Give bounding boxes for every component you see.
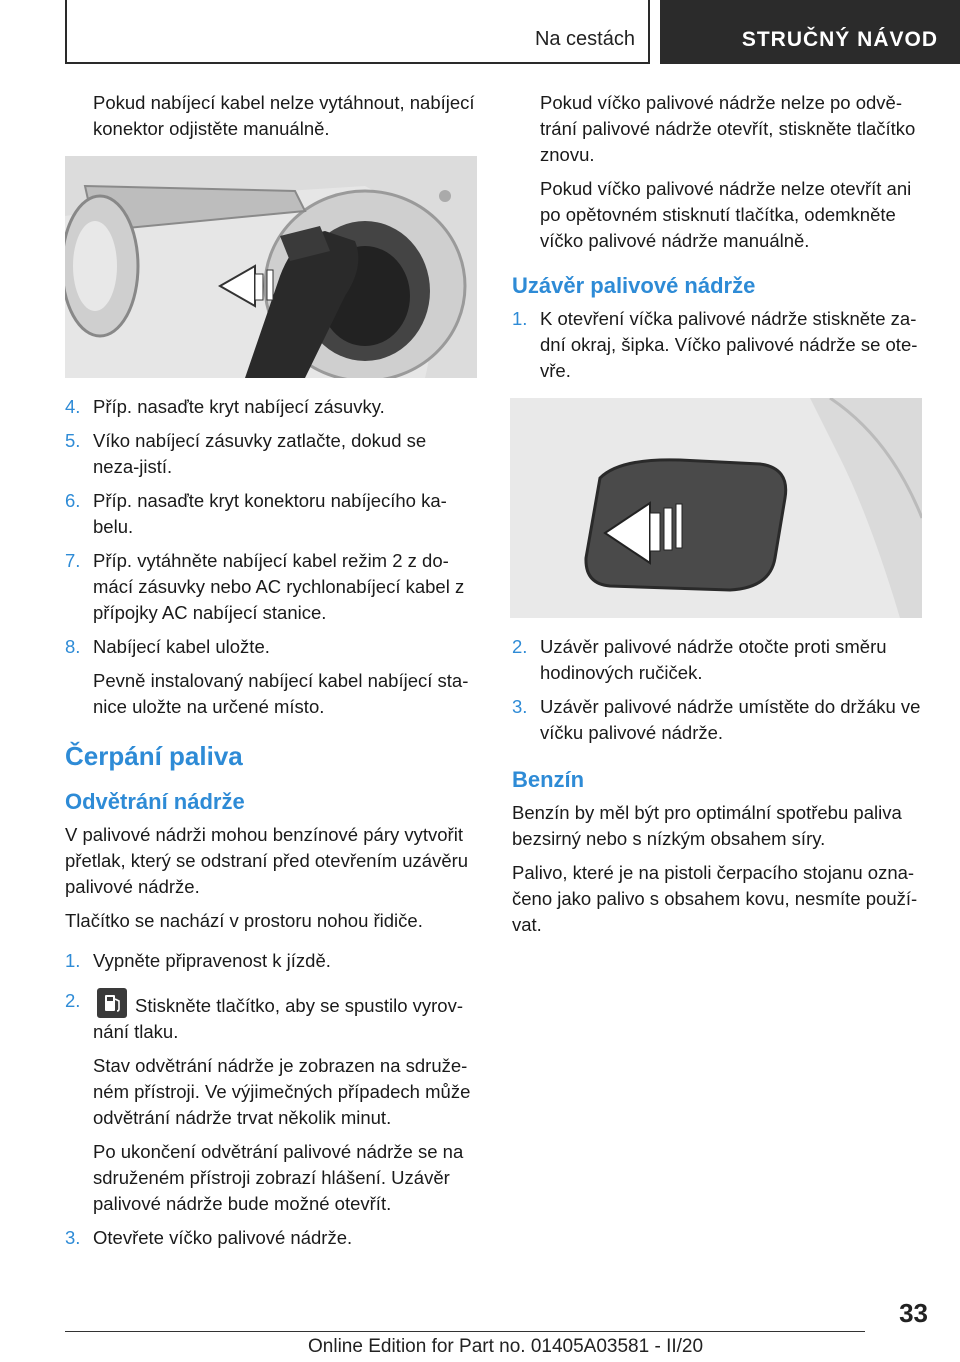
- left-column: [65, 90, 477, 1259]
- subsection-heading: Odvětrání nádrže: [65, 789, 245, 814]
- step-number: 2.: [512, 636, 528, 657]
- step-text: Příp. nasaďte kryt konektoru nabíjecího ka-belu.: [93, 490, 447, 537]
- step-text: Uzávěr palivové nádrže umístěte do držáku ve víčku palivové nádrže.: [540, 696, 921, 743]
- step-number: 3.: [65, 1227, 81, 1248]
- list-item: [65, 488, 477, 540]
- section-heading: Čerpání paliva: [65, 741, 243, 771]
- step-number: 1.: [65, 950, 81, 971]
- step-number: 4.: [65, 396, 81, 417]
- step-text: Stiskněte tlačítko, aby se spustilo vyrov-nání tlaku.: [93, 995, 463, 1042]
- paragraph: Benzín by měl být pro optimální spotřebu paliva bezsirný nebo s nízkým obsahem síry.: [512, 802, 902, 849]
- step-text: Nabíjecí kabel uložte.: [93, 636, 270, 657]
- list-item: [65, 394, 477, 420]
- fuel-flap-image: [510, 398, 922, 618]
- right-column: [512, 90, 926, 946]
- footer-divider: [65, 1331, 865, 1332]
- step-text: Otevřete víčko palivové nádrže.: [93, 1227, 353, 1248]
- charging-socket-image: [65, 156, 477, 378]
- step-text: Uzávěr palivové nádrže otočte proti směru hodinových ručiček.: [540, 636, 887, 683]
- step-number: 2.: [65, 990, 81, 1011]
- step-number: 8.: [65, 636, 81, 657]
- paragraph: V palivové nádrži mohou benzínové páry vytvořit přetlak, který se odstraní před otevřením uzávěru palivové nádrže.: [65, 824, 469, 897]
- step-number: 5.: [65, 430, 81, 451]
- step-text: Víko nabíjecí zásuvky zatlačte, dokud se neza-jistí.: [93, 430, 427, 477]
- list-item: [512, 694, 926, 746]
- subsection-heading: Benzín: [512, 767, 585, 792]
- page-number: 33: [899, 1298, 928, 1328]
- list-item: [512, 634, 926, 686]
- section-title: Na cestách: [534, 28, 635, 50]
- step-text: Vypněte připravenost k jízdě.: [93, 950, 331, 971]
- list-item: [65, 948, 477, 974]
- paragraph: Pokud víčko palivové nádrže nelze po odvě-trání palivové nádrže otevřít, stiskněte tlačítko znovu.: [540, 92, 916, 165]
- step-note: Stav odvětrání nádrže je zobrazen na sdruže-ném přístroji. Ve výjimečných případech může odvětrání nádrže trvat několik minut.: [93, 1055, 471, 1128]
- step-number: 7.: [65, 550, 81, 571]
- list-item: [512, 306, 926, 384]
- list-item: [65, 548, 477, 626]
- paragraph: Pokud víčko palivové nádrže nelze otevřít ani po opětovném stisknutí tlačítka, odemkněte víčko palivové nádrže manuálně.: [540, 178, 912, 251]
- list-item: [65, 988, 477, 1045]
- step-number: 3.: [512, 696, 528, 717]
- subsection-heading: Uzávěr palivové nádrže: [512, 273, 756, 298]
- intro-text: Pokud nabíjecí kabel nelze vytáhnout, nabíjecí konektor odjistěte manuálně.: [93, 92, 475, 139]
- step-text: Příp. vytáhněte nabíjecí kabel režim 2 z do-mácí zásuvky nebo AC rychlonabíjecí kabel z přípojky AC nabíjecí stanice.: [93, 550, 465, 623]
- edition-note: Online Edition for Part no. 01405A03581 - II/20: [308, 1336, 704, 1357]
- paragraph: Tlačítko se nachází v prostoru nohou řidiče.: [65, 910, 423, 931]
- step-number: 1.: [512, 308, 528, 329]
- paragraph: Palivo, které je na pistoli čerpacího stojanu ozna-čeno jako palivo s obsahem kovu, nesmíte použí-vat.: [512, 862, 918, 935]
- list-item: [65, 1225, 477, 1251]
- list-item: [65, 428, 477, 480]
- step-text: Příp. nasaďte kryt nabíjecí zásuvky.: [93, 396, 385, 417]
- chapter-tab: STRUČNÝ NÁVOD: [660, 0, 960, 64]
- fuel-pump-icon: [97, 988, 127, 1018]
- step-note: Po ukončení odvětrání palivové nádrže se na sdruženém přístroji zobrazí hlášení. Uzávěr palivové nádrže bude možné otevřít.: [93, 1141, 464, 1214]
- step-note: Pevně instalovaný nabíjecí kabel nabíjecí sta-nice uložte na určené místo.: [93, 670, 469, 717]
- step-number: 6.: [65, 490, 81, 511]
- step-text: K otevření víčka palivové nádrže stiskněte za-dní okraj, šipka. Víčko palivové nádrže se ote-vře.: [540, 308, 918, 381]
- list-item: [65, 634, 477, 660]
